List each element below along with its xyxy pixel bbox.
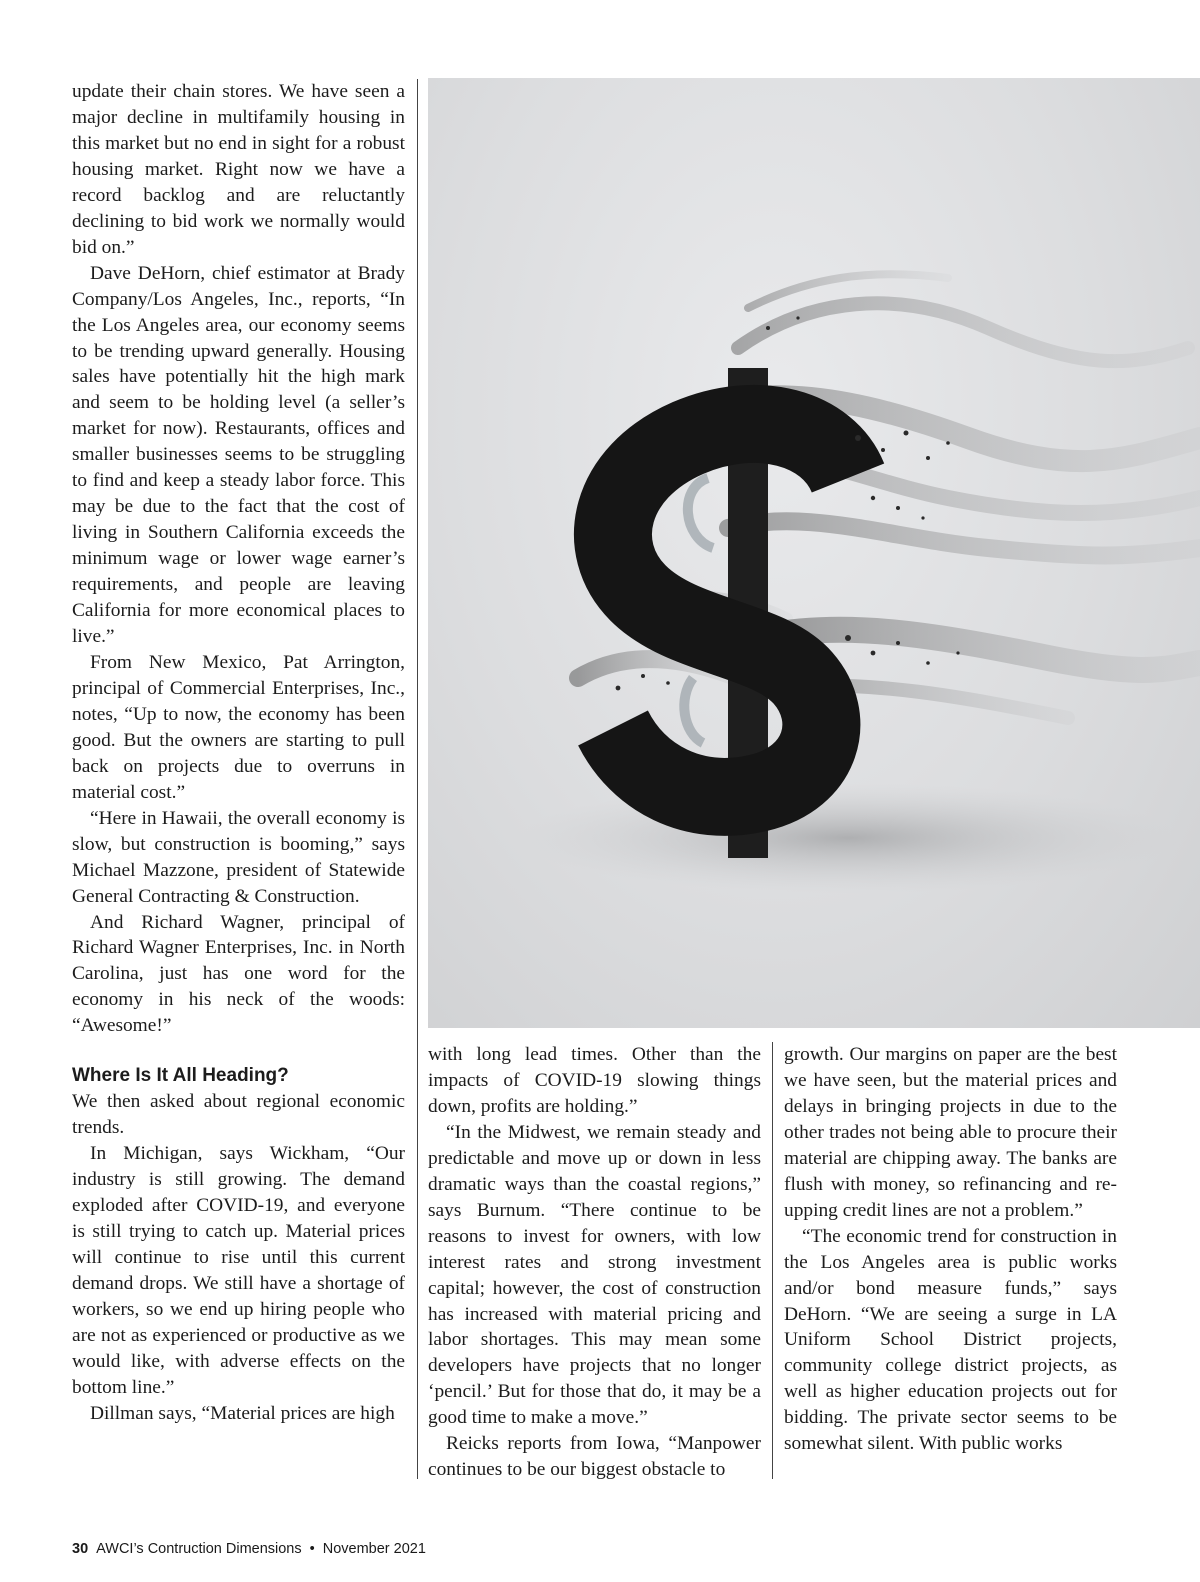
floor-shadow: [518, 783, 1178, 893]
section-subhead: Where Is It All Heading?: [72, 1065, 289, 1087]
paragraph: And Richard Wagner, principal of Richard Wagner Enterprises, Inc. in North Carolina, just has one word for the economy in his neck of the woods: “Awesome!”: [72, 911, 405, 1037]
dollar-illustration: [428, 78, 1200, 1028]
middle-column: [428, 1042, 761, 1483]
publication-name: AWCI’s Contruction Dimensions: [96, 1541, 302, 1557]
paragraph: In Michigan, says Wickham, “Our industry is still growing. The demand exploded after COVID-19, and everyone is still trying to catch up. Material prices will continue to rise until this current demand drops. We still have a shortage of workers, so we end up hiring people who are not as experienced or productive as we would like, with adverse effects on the bottom line.”: [72, 1143, 405, 1398]
illustration-subject: $: [428, 78, 429, 79]
right-column: [784, 1042, 1117, 1457]
paragraph: From New Mexico, Pat Arrington, principal of Commercial Enterprises, Inc., notes, “Up to now, the economy has been good. But the owners are starting to pull back on projects due to overruns in material cost.”: [72, 651, 405, 803]
paragraph: Dillman says, “Material prices are high: [90, 1402, 395, 1424]
paragraph: We then asked about regional economic trends.: [72, 1091, 405, 1139]
paragraph: update their chain stores. We have seen a major decline in multifamily housing in this market but no end in sight for a robust housing market. Right now we have a record backlog and are reluctantly declining to bid work we normally would bid on.”: [72, 81, 405, 258]
paragraph: growth. Our margins on paper are the best we have seen, but the material prices and delays in bringing projects in due to the other trades not being able to procure their material are chipping away. The banks are flush with money, so refinancing and re-upping credit lines are not a problem.”: [784, 1044, 1117, 1221]
issue-date: November 2021: [322, 1541, 426, 1557]
column-divider: [417, 79, 418, 1479]
footer-separator: •: [309, 1541, 315, 1557]
left-column: [72, 79, 405, 1427]
paragraph: with long lead times. Other than the impacts of COVID-19 slowing things down, profits are holding.”: [428, 1044, 761, 1117]
paragraph: “Here in Hawaii, the overall economy is slow, but construction is booming,” says Michael Mazzone, president of Statewide General Contracting & Construction.: [72, 807, 405, 907]
paragraph: “In the Midwest, we remain steady and predictable and move up or down in less dramatic ways than the coastal regions,” says Burnum. “There continue to be reasons to invest for owners, with low interest rates and strong investment capital; however, the cost of construction has increased with material pricing and labor shortages. This may mean some developers have projects that no longer ‘pencil.’ But for those that do, it may be a good time to make a move.”: [428, 1121, 761, 1429]
paragraph: Dave DeHorn, chief estimator at Brady Company/Los Angeles, Inc., reports, “In the Los Angeles area, our economy seems to be trending upward generally. Housing sales have potentially hit the high mark and seem to be holding level (a seller’s market for now). Restaurants, offices and smaller businesses seems to be struggling to find and keep a steady labor force. This may be due to the fact that the cost of living in Southern California exceeds the minimum wage or lower wage earner’s requirements, and people are leaving California for more economical places to live.”: [72, 262, 405, 648]
page-footer: [72, 1541, 426, 1557]
page-number: 30: [72, 1541, 89, 1557]
dollar-sign-dissolving-icon: [428, 78, 1200, 1028]
dollar-sign: [613, 368, 848, 858]
column-divider: [772, 1042, 773, 1479]
paragraph: Reicks reports from Iowa, “Manpower continues to be our biggest obstacle to: [428, 1433, 761, 1481]
paragraph: “The economic trend for construction in the Los Angeles area is public works and/or bond measure funds,” says DeHorn. “We are seeing a surge in LA Uniform School District projects, community college district projects, as well as higher education projects out for bidding. The private sector seems to be somewhat silent. With public works: [784, 1225, 1117, 1455]
